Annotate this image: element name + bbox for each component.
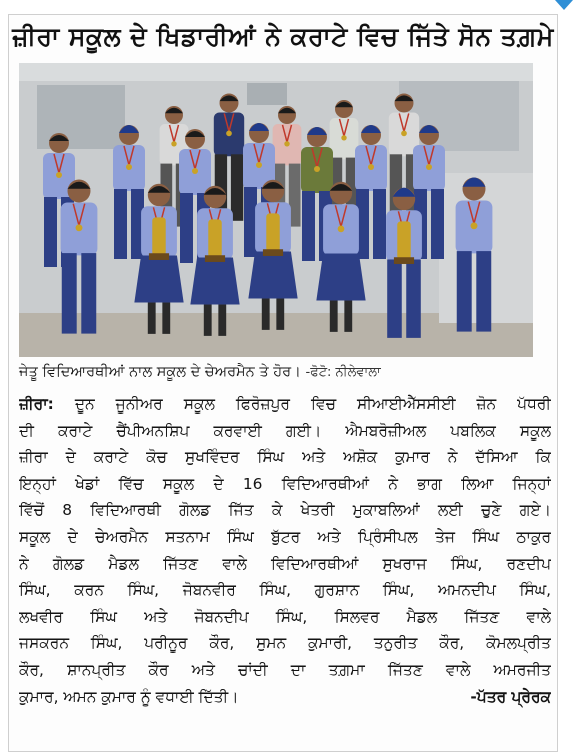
article-line: ਵਿੱਚੋਂ 8 ਵਿਦਿਆਰਥੀ ਗੋਲਡ ਜਿੱਤ ਕੇ ਖੇਤਰੀ ਮੁਕਾਬਲਿਆਂ ਲਈ ਚੁਣੇ ਗਏ। [19,501,551,520]
article-line: ਜ਼ੀਰਾ ਦੇ ਕਰਾਟੇ ਕੋਚ ਸੁਖਵਿੰਦਰ ਸਿੰਘ ਅਤੇ ਅਸ਼ੋਕ ਕੁਮਾਰ ਨੇ ਦੱਸਿਆ ਕਿ [19,448,551,467]
article-line: ਨੇ ਗੋਲਡ ਮੈਡਲ ਜਿੱਤਣ ਵਾਲੇ ਵਿਦਿਆਰਥੀਆਂ ਸੁਖਰਾਜ ਸਿੰਘ, ਰਣਦੀਪ [19,554,551,573]
article-line: ਸਕੂਲ ਦੇ ਚੇਅਰਮੈਨ ਸਤਨਾਮ ਸਿੰਘ ਬੁੱਟਰ ਅਤੇ ਪ੍ਰਿੰਸੀਪਲ ਤੇਜ ਸਿੰਘ ਠਾਕੁਰ [19,527,551,546]
group-photo-icon [19,63,533,357]
caption-text: ਜੇਤੂ ਵਿਦਿਆਰਥੀਆਂ ਨਾਲ ਸਕੂਲ ਦੇ ਚੇਅਰਮੈਨ ਤੇ ਹੋਰ। [19,364,301,380]
headline: ਜ਼ੀਰਾ ਸਕੂਲ ਦੇ ਖਿਡਾਰੀਆਂ ਨੇ ਕਰਾਟੇ ਵਿਚ ਜਿੱਤੇ ਸੋਨ ਤਗ਼ਮੇ [12,22,554,51]
photo-credit: -ਫੋਟੋ: ਨੀਲੇਵਾਲਾ [305,365,381,380]
byline: -ਪੱਤਰ ਪ੍ਰੇਰਕ [470,687,551,706]
article-last-line: ਕੁਮਾਰ, ਅਮਨ ਕੁਮਾਰ ਨੂੰ ਵਧਾਈ ਦਿੱਤੀ। [19,687,239,706]
article-line: ਦੀ ਕਰਾਟੇ ਚੈਂਪੀਅਨਸ਼ਿਪ ਕਰਵਾਈ ਗਈ। ਐਮਬਰੋਜ਼ੀਅਲ ਪਬਲਿਕ ਸਕੂਲ [19,421,551,440]
dateline: ਜ਼ੀਰਾ: [19,395,54,413]
corner-triangle-icon [555,0,573,10]
news-clipping [8,14,558,752]
group-photo [19,63,533,357]
article-line: ਕੌਰ, ਸ਼ਾਨਪ੍ਰੀਤ ਕੌਰ ਅਤੇ ਚਾਂਦੀ ਦਾ ਤਗ਼ਮਾ ਜਿੱਤਣ ਵਾਲੇ ਅਮਰਜੀਤ [19,660,551,679]
article-line: ਲਖਵੀਰ ਸਿੰਘ ਅਤੇ ਜੋਬਨਦੀਪ ਸਿੰਘ, ਸਿਲਵਰ ਮੈਡਲ ਜਿੱਤਣ ਵਾਲੇ [19,607,551,626]
article-line: ਜ਼ੀਰਾ: ਦੂਨ ਜੂਨੀਅਰ ਸਕੂਲ ਫਿਰੋਜ਼ਪੁਰ ਵਿਚ ਸੀਆਈਐੱਸਸੀਈ ਜ਼ੋਨ ਪੱਧਰੀ [19,395,551,413]
photo-caption [19,362,549,383]
article-line [19,684,551,711]
article-line: ਜਸਕਰਨ ਸਿੰਘ, ਪਰੀਨੂਰ ਕੌਰ, ਸੁਮਨ ਕੁਮਾਰੀ, ਤਨੁਰੀਤ ਕੌਰ, ਕੋਮਲਪ੍ਰੀਤ [19,634,551,653]
article-line: ਇਨ੍ਹਾਂ ਖੇਡਾਂ ਵਿੱਚ ਸਕੂਲ ਦੇ 16 ਵਿਦਿਆਰਥੀਆਂ ਨੇ ਭਾਗ ਲਿਆ ਜਿਨ੍ਹਾਂ [19,474,551,493]
article-body [19,391,551,710]
article-line: ਸਿੰਘ, ਕਰਨ ਸਿੰਘ, ਜੋਬਨਵੀਰ ਸਿੰਘ, ਗੁਰਸ਼ਾਨ ਸਿੰਘ, ਅਮਨਦੀਪ ਸਿੰਘ, [19,581,551,600]
